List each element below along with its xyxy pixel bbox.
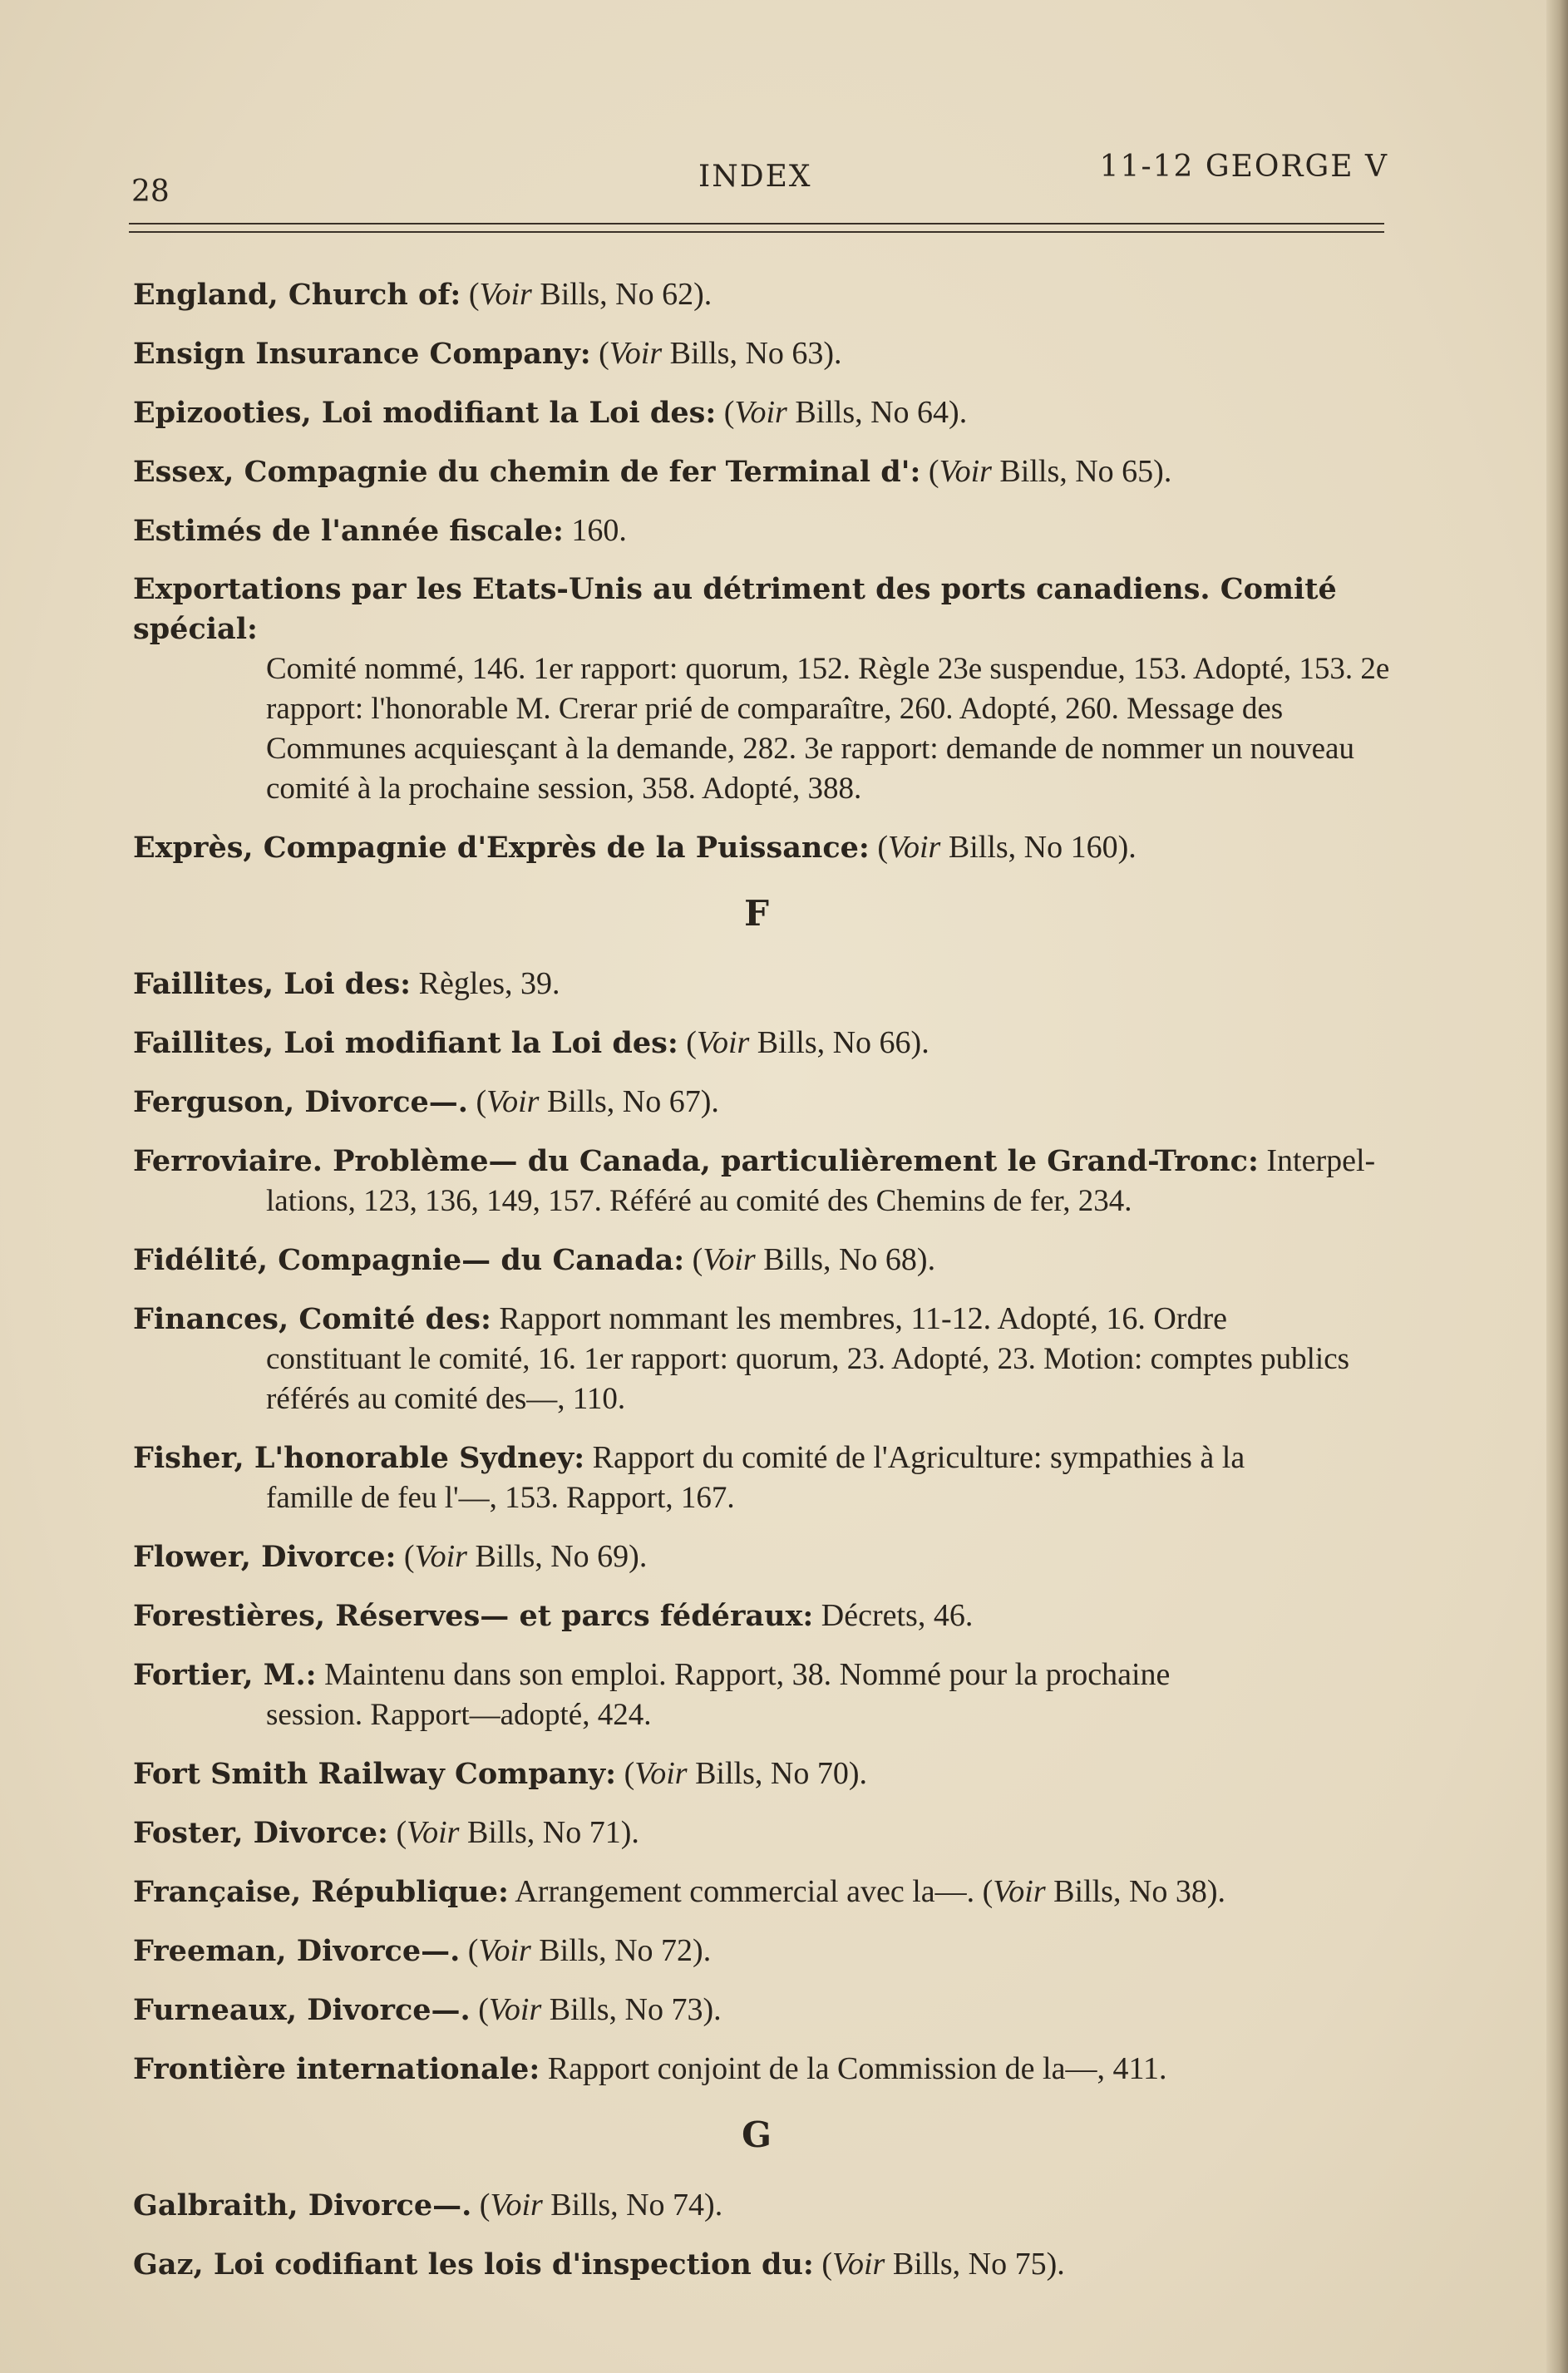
index-entry — [133, 1931, 1430, 1971]
reference-target: Bills, No 38). — [1045, 1874, 1226, 1909]
entry-reference — [468, 1084, 719, 1119]
entry-term: Gaz, Loi codifiant les lois d'inspection du: — [133, 2247, 814, 2282]
entry-term: Fortier, M.: — [133, 1658, 317, 1692]
reference-voir: Voir — [488, 1992, 542, 2027]
entry-reference — [616, 1756, 867, 1791]
reference-target: Bills, No 62). — [531, 277, 713, 312]
index-group-f — [133, 964, 1430, 2089]
page-edge — [1546, 0, 1568, 2373]
entry-reference — [870, 830, 1137, 865]
entry-term: Faillites, Loi des: — [133, 967, 412, 1001]
reference-open: ( — [624, 1756, 635, 1791]
reference-target: Bills, No 74). — [542, 2188, 723, 2223]
section-letter-g: G — [742, 2114, 772, 2155]
reference-voir: Voir — [993, 1874, 1046, 1909]
entry-term: Fidélité, Compagnie— du Canada: — [133, 1243, 685, 1277]
index-entry — [133, 1655, 1430, 1735]
reference-target: Bills, No 64). — [786, 395, 968, 430]
entry-term: Estimés de l'année fiscale: — [133, 514, 564, 548]
running-head-right: 11-12 GEORGE V — [1099, 150, 1388, 184]
index-entry — [133, 1813, 1430, 1853]
header-rule-top — [129, 223, 1384, 224]
reference-open: ( — [723, 395, 735, 430]
reference-voir: Voir — [634, 1756, 688, 1791]
index-entry — [133, 1754, 1430, 1794]
reference-voir: Voir — [609, 336, 663, 371]
reference-target: Bills, No 67). — [539, 1084, 719, 1119]
entry-text: Arrangement commercial avec la—. — [508, 1874, 975, 1909]
reference-target: Bills, No 70). — [687, 1756, 867, 1791]
reference-target: Bills, No 69). — [466, 1539, 648, 1574]
reference-open: ( — [467, 1933, 479, 1968]
reference-open: ( — [821, 2247, 832, 2282]
entry-term: Essex, Compagnie du chemin de fer Terminal d': — [133, 455, 921, 489]
entry-term: Faillites, Loi modifiant la Loi des: — [133, 1026, 678, 1060]
entry-reference — [461, 277, 712, 312]
entry-reference — [678, 1025, 929, 1060]
entry-text: Rapport du comité de l'Agriculture: sympathies à la — [584, 1440, 1245, 1475]
reference-voir: Voir — [734, 395, 787, 430]
reference-voir: Voir — [407, 1815, 460, 1850]
index-entry — [133, 1596, 1430, 1636]
reference-voir: Voir — [486, 1084, 540, 1119]
index-entry — [133, 1141, 1430, 1221]
entry-reference — [460, 1933, 711, 1968]
entry-term: Exprès, Compagnie d'Exprès de la Puissance: — [133, 831, 870, 865]
entry-text: Décrets, 46. — [813, 1598, 974, 1633]
index-entry — [133, 1872, 1430, 1912]
index-entry — [133, 1082, 1430, 1122]
entry-term: Ensign Insurance Company: — [133, 337, 591, 371]
index-entry — [133, 2244, 1430, 2285]
reference-target: Bills, No 65). — [991, 454, 1172, 489]
reference-target: Bills, No 71). — [459, 1815, 639, 1850]
index-entry — [133, 333, 1430, 374]
index-entry — [133, 827, 1430, 868]
index-entry — [133, 1438, 1430, 1518]
entry-term: Exportations par les Etats-Unis au détriment des ports canadiens. Comité spécial: — [133, 572, 1337, 646]
index-entry — [133, 2049, 1430, 2089]
entry-reference — [471, 1992, 722, 2027]
page-number: 28 — [131, 175, 170, 209]
reference-voir: Voir — [479, 277, 532, 312]
entry-reference — [684, 1242, 935, 1277]
section-letter-f: F — [744, 893, 769, 934]
reference-voir: Voir — [832, 2247, 885, 2282]
entry-continuation: famille de feu l'—, 153. Rapport, 167. — [266, 1481, 735, 1515]
entry-term: Epizooties, Loi modifiant la Loi des: — [133, 396, 717, 430]
entry-reference — [388, 1815, 639, 1850]
index-entry — [133, 274, 1430, 315]
reference-open: ( — [468, 277, 480, 312]
index-group-g — [133, 2185, 1430, 2285]
running-head — [125, 150, 1388, 209]
reference-target: Bills, No 63). — [662, 336, 842, 371]
reference-open: ( — [476, 1084, 487, 1119]
index-entry — [133, 392, 1430, 433]
entry-term: Fisher, L'honorable Sydney: — [133, 1441, 585, 1475]
reference-target: Bills, No 66). — [749, 1025, 929, 1060]
entry-continuation: lations, 123, 136, 149, 157. Référé au comité des Chemins de fer, 234. — [266, 1184, 1132, 1218]
reference-open: ( — [982, 1874, 994, 1909]
reference-open: ( — [478, 1992, 489, 2027]
entry-reference — [396, 1539, 647, 1574]
index-entry — [133, 1240, 1430, 1280]
index-entry — [133, 2185, 1430, 2226]
header-rule-bottom — [129, 231, 1384, 233]
reference-open: ( — [396, 1815, 407, 1850]
entry-text: Rapport nommant les membres, 11-12. Adopté, 16. Ordre — [491, 1301, 1227, 1336]
entry-reference — [974, 1874, 1225, 1909]
reference-open: ( — [403, 1539, 415, 1574]
reference-open: ( — [928, 454, 939, 489]
entry-term: Fort Smith Railway Company: — [133, 1757, 617, 1791]
reference-open: ( — [599, 336, 609, 371]
index-entry — [133, 1537, 1430, 1577]
page-title: INDEX — [698, 160, 812, 194]
index-entry — [133, 1023, 1430, 1063]
entry-reference — [814, 2247, 1065, 2282]
reference-target: Bills, No 73). — [541, 1992, 722, 2027]
reference-voir: Voir — [478, 1933, 531, 1968]
reference-open: ( — [877, 830, 888, 865]
entry-continuation: constituant le comité, 16. 1er rapport: quorum, 23. Adopté, 23. Motion: comptes publics référés au comité des—, 110. — [266, 1342, 1350, 1416]
index-entry — [133, 1299, 1430, 1419]
entry-term: Galbraith, Divorce—. — [133, 2188, 472, 2223]
entry-reference — [471, 2188, 722, 2223]
entry-continuation: session. Rapport—adopté, 424. — [266, 1698, 652, 1732]
entry-text: Maintenu dans son emploi. Rapport, 38. Nommé pour la prochaine — [316, 1657, 1171, 1692]
entry-term: Furneaux, Divorce—. — [133, 1993, 471, 2027]
index-entry — [133, 451, 1430, 492]
index-entry — [133, 511, 1430, 551]
index-entry — [133, 570, 1430, 809]
entry-term: Finances, Comité des: — [133, 1302, 491, 1336]
reference-target: Bills, No 75). — [885, 2247, 1065, 2282]
reference-voir: Voir — [703, 1242, 756, 1277]
entry-term: Foster, Divorce: — [133, 1816, 388, 1850]
reference-open: ( — [686, 1025, 697, 1060]
entry-term: Freeman, Divorce—. — [133, 1934, 461, 1968]
entry-term: Flower, Divorce: — [133, 1540, 397, 1574]
entry-text: Rapport conjoint de la Commission de la—, 411. — [540, 2051, 1167, 2086]
entry-reference — [920, 454, 1171, 489]
reference-voir: Voir — [696, 1025, 750, 1060]
reference-open: ( — [479, 2188, 491, 2223]
entry-reference — [591, 336, 842, 371]
entry-reference — [716, 395, 967, 430]
entry-term: Forestières, Réserves— et parcs fédéraux: — [133, 1599, 814, 1633]
entry-continuation: Comité nommé, 146. 1er rapport: quorum, 152. Règle 23e suspendue, 153. Adopté, 153. 2e rapport: l'honorable M. Crerar prié de comparaître, 260. Adopté, 260. Message des Communes acquiesçant à la demande, 282. 3e rapport: demande de nommer un nouveau comité à la prochaine session, 358. Adopté, 388. — [266, 652, 1390, 806]
entry-term: Ferroviaire. Problème— du Canada, particulièrement le Grand-Tronc: — [133, 1144, 1259, 1178]
entry-text: Règles, 39. — [411, 966, 560, 1001]
reference-target: Bills, No 68). — [755, 1242, 936, 1277]
entry-text: Interpel- — [1258, 1143, 1376, 1178]
entry-term: Frontière internationale: — [133, 2052, 540, 2086]
entry-term: Ferguson, Divorce—. — [133, 1085, 468, 1119]
index-entry — [133, 1990, 1430, 2030]
index-entry — [133, 964, 1430, 1004]
index-entries — [133, 274, 1430, 2303]
reference-open: ( — [692, 1242, 703, 1277]
reference-target: Bills, No 72). — [530, 1933, 712, 1968]
entry-text: 160. — [563, 513, 627, 548]
reference-voir: Voir — [490, 2188, 543, 2223]
reference-voir: Voir — [888, 830, 941, 865]
reference-voir: Voir — [939, 454, 992, 489]
index-group-e — [133, 274, 1430, 868]
reference-target: Bills, No 160). — [940, 830, 1137, 865]
reference-voir: Voir — [414, 1539, 467, 1574]
entry-term: England, Church of: — [133, 278, 461, 312]
entry-term: Française, République: — [133, 1875, 509, 1909]
